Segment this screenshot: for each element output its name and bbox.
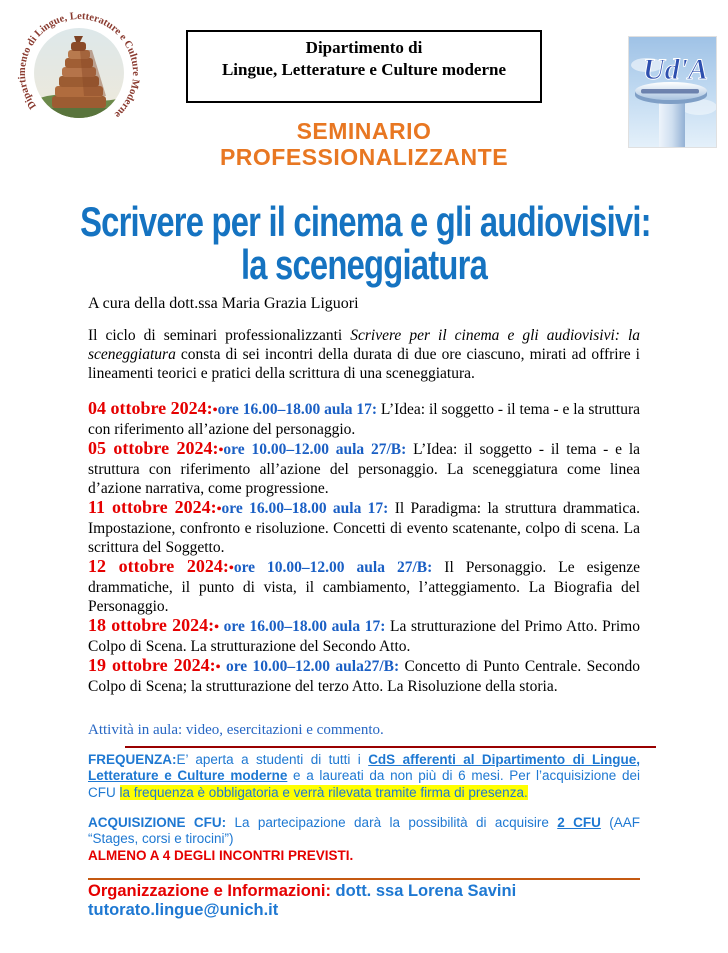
entry-date: 04 ottobre 2024: (88, 397, 213, 418)
bullet-icon: • (228, 560, 234, 576)
entry-time-room: ore 16.00–18.00 aula 17: (221, 499, 389, 517)
entry-description: Concetto di Punto Centrale. Secondo Colpo di Scena; la strutturazione del terzo Atto. La Risoluzione della storia. (88, 657, 640, 695)
organization-label: Organizzazione e Informazioni: (88, 881, 331, 900)
banner-line2: PROFESSIONALIZZANTE (219, 144, 509, 170)
frequenza-paragraph (88, 752, 640, 802)
bullet-icon: • (215, 659, 221, 675)
dark-red-divider (125, 746, 656, 748)
frequenza-mid: e a laureati da non più di 6 mesi. Per l’acquisizione dei CFU (88, 768, 640, 800)
uda-tower-icon (629, 37, 716, 147)
seal-ring-text: Dipartimento di Lingue, Letterature e Culture Moderne (16, 12, 142, 120)
entry-description: L’Idea: il soggetto - il tema - e la struttura con riferimento all’azione del personaggio. La sceneggiatura come linea d’azione narrativa, come progressione. (88, 440, 640, 497)
intro-paragraph (88, 326, 640, 383)
department-line1: Dipartimento di (305, 38, 423, 57)
frequenza-cds-link: CdS afferenti al Dipartimento di Lingue, Letterature e Culture moderne (88, 751, 640, 783)
tower-of-babel-icon (14, 12, 144, 134)
document-body (88, 295, 640, 920)
schedule-entry (88, 498, 640, 557)
schedule-entry (88, 399, 640, 439)
cfu-value: 2 CFU (557, 814, 601, 830)
entry-time-room: ore 10.00–12.00 aula 27/B: (233, 558, 433, 576)
intro-italic-title: Scrivere per il cinema e gli audiovisivi: la sceneggiatura (88, 327, 641, 363)
department-seal-logo (14, 12, 144, 134)
frequenza-pre: E’ aperta a studenti di tutti i (176, 751, 369, 767)
bullet-icon: • (216, 501, 222, 517)
curator-line: A cura della dott.ssa Maria Grazia Liguori (88, 295, 359, 312)
bullet-icon: • (214, 619, 220, 635)
entry-description: Il Paradigma: la struttura drammatica. Impostazione, confronto e risoluzione. Concetti di evento scatenante, colpo di scena. La scrittura del Soggetto. (88, 499, 640, 556)
entry-description: La strutturazione del Primo Atto. Primo Colpo di Scena. La strutturazione del Secondo Atto. (88, 617, 640, 655)
acquisizione-paragraph (88, 815, 640, 865)
schedule-entry (88, 656, 640, 696)
entry-description: Il Personaggio. Le esigenze drammatiche, il punto di vista, il cambiamento, l’atteggiamento. La Biografia del Personaggio. (88, 558, 640, 615)
title-line1: Scrivere per il cinema e gli audiovisivi: (80, 198, 651, 245)
intro-post: consta di sei incontri della durata di due ore ciascuno, mirati ad offrire i lineamenti teorici e pratici della scrittura di una sceneggiatura. (88, 346, 640, 382)
entry-time-room: ore 16.00–18.00 aula 17: (217, 400, 378, 418)
department-box (186, 30, 542, 103)
organization-line (88, 882, 640, 920)
schedule-entry (88, 557, 640, 616)
entry-description: L’Idea: il soggetto - il tema - e la struttura con riferimento all’azione del personaggio. (88, 400, 640, 438)
department-line2: Lingue, Letterature e Culture moderne (221, 60, 507, 79)
entry-date: 11 ottobre 2024: (88, 496, 217, 517)
bullet-icon: • (218, 442, 224, 458)
schedule-entry (88, 439, 640, 498)
page-title (0, 200, 728, 286)
frequenza-label: FREQUENZA: (88, 751, 177, 767)
acquisizione-post: (AAF “Stages, corsi e tirocini”) (88, 814, 640, 846)
entry-time-room: ore 10.00–12.00 aula27/B: (220, 657, 400, 675)
contact-email-link[interactable]: tutorato.lingue@unich.it (88, 900, 279, 919)
entry-date: 18 ottobre 2024: (88, 614, 215, 635)
uda-logo-text: Ud'A (643, 53, 709, 86)
entry-date: 05 ottobre 2024: (88, 437, 219, 458)
organizer-name: dott. ssa Lorena Savini (330, 881, 517, 900)
activities-note: Attività in aula: video, esercitazioni e commento. (88, 721, 384, 738)
bullet-icon: • (212, 402, 218, 418)
intro-pre: Il ciclo di seminari professionalizzanti (88, 327, 351, 344)
uda-university-logo (628, 36, 717, 148)
entry-date: 12 ottobre 2024: (88, 555, 229, 576)
entry-time-room: ore 10.00–12.00 aula 27/B: (223, 440, 407, 458)
banner-line1: SEMINARIO (296, 118, 432, 144)
orange-divider (88, 878, 640, 880)
schedule-entry (88, 616, 640, 656)
entry-time-room: ore 16.00–18.00 aula 17: (219, 617, 386, 635)
acquisizione-label: ACQUISIZIONE CFU: (88, 814, 227, 830)
frequenza-highlight: la frequenza è obbligatoria e verrà rilevata tramite firma di presenza. (119, 784, 528, 800)
acquisizione-warning: ALMENO A 4 DEGLI INCONTRI PREVISTI. (88, 847, 354, 863)
entry-date: 19 ottobre 2024: (88, 654, 216, 675)
title-line2: la sceneggiatura (240, 241, 488, 288)
acquisizione-pre: La partecipazione darà la possibilità di acquisire (226, 814, 558, 830)
